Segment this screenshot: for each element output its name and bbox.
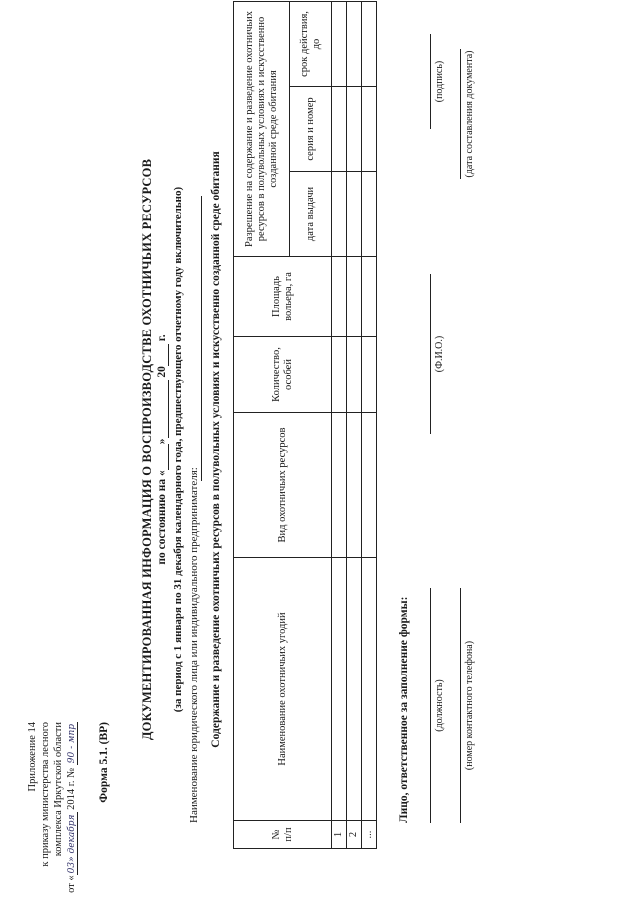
cell-count[interactable] xyxy=(347,337,362,413)
row-number: ... xyxy=(362,821,377,849)
number-handwritten: 90 - мпр xyxy=(67,724,77,764)
fio-caption: (Ф.И.О.) xyxy=(434,335,445,373)
doc-date-caption: (дата составления документа) xyxy=(464,50,475,178)
position-blank xyxy=(430,588,431,823)
as-of-year: 20 xyxy=(156,366,168,378)
col-header-series-number: серия и номер xyxy=(290,87,332,172)
form-label: Форма 5.1. (ВР) xyxy=(98,722,110,803)
col-header-count: Количество, особей xyxy=(234,337,332,413)
cell-area[interactable] xyxy=(347,257,362,337)
cell-species[interactable] xyxy=(332,413,347,558)
as-of-line xyxy=(156,0,169,899)
cell-issue-date[interactable] xyxy=(347,172,362,257)
table-row xyxy=(347,1,362,848)
col-header-issue-date: дата выдачи xyxy=(290,172,332,257)
year-number: 2014 г. № xyxy=(66,767,77,810)
col-header-land: Наименование охотничьих угодий xyxy=(234,558,332,821)
signature-blank xyxy=(430,34,431,129)
period-note: (за период с 1 января по 31 декабря календарного года, предшествующего отчетному году включительно) xyxy=(172,186,184,713)
cell-valid-until[interactable] xyxy=(347,1,362,86)
cell-count[interactable] xyxy=(362,337,377,413)
col-header-valid-until: срок действия, до xyxy=(290,1,332,86)
cell-valid-until[interactable] xyxy=(362,1,377,86)
cell-area[interactable] xyxy=(362,257,377,337)
doc-date-blank xyxy=(460,49,461,179)
col-header-species: Вид охотничьих ресурсов xyxy=(234,413,332,558)
row-number: 1 xyxy=(332,821,347,849)
col-header-permit: Разрешение на содержание и разведение охотничьих ресурсов в полувольных условиях и искусственно созданной среде обитания xyxy=(234,1,290,256)
cell-issue-date[interactable] xyxy=(332,172,347,257)
cell-valid-until[interactable] xyxy=(332,1,347,86)
cell-land[interactable] xyxy=(332,558,347,821)
as-of-year-blank xyxy=(156,344,169,366)
appendix-line-1: Приложение 14 xyxy=(27,722,38,792)
cell-land[interactable] xyxy=(362,558,377,821)
cell-land[interactable] xyxy=(347,558,362,821)
phone-blank xyxy=(460,588,461,823)
as-of-day-blank xyxy=(156,444,169,470)
row-number: 2 xyxy=(347,821,362,849)
appendix-line-2: к приказу министерства лесного xyxy=(40,722,51,867)
position-caption: (должность) xyxy=(434,679,445,732)
table-row xyxy=(332,1,347,848)
as-of-suffix: г. xyxy=(156,334,168,342)
appendix-block xyxy=(26,722,79,893)
document-title: ДОКУМЕНТИРОВАННАЯ ИНФОРМАЦИЯ О ВОСПРОИЗВОДСТВЕ ОХОТНИЧЬИХ РЕСУРСОВ xyxy=(140,158,154,741)
col-header-area: Площадь вольера, га xyxy=(234,257,332,337)
as-of-quote: » xyxy=(156,438,168,445)
cell-count[interactable] xyxy=(332,337,347,413)
phone-caption: (номер контактного телефона) xyxy=(464,640,475,771)
signature-caption: (подпись) xyxy=(434,60,445,103)
org-name-blank xyxy=(201,196,202,481)
as-of-prefix: по состоянию на « xyxy=(156,470,168,565)
appendix-date-line xyxy=(65,722,79,893)
col-header-number: № п/п xyxy=(234,821,332,849)
fio-blank xyxy=(430,274,431,434)
cell-issue-date[interactable] xyxy=(362,172,377,257)
cell-series-number[interactable] xyxy=(347,87,362,172)
cell-species[interactable] xyxy=(362,413,377,558)
appendix-line-3: комплекса Иркутской области xyxy=(53,722,64,857)
reproduction-table xyxy=(233,1,377,849)
cell-species[interactable] xyxy=(347,413,362,558)
cell-series-number[interactable] xyxy=(362,87,377,172)
cell-area[interactable] xyxy=(332,257,347,337)
cell-series-number[interactable] xyxy=(332,87,347,172)
org-label: Наименование юридического лица или индивидуального предпринимателя: xyxy=(188,467,200,823)
as-of-month-blank xyxy=(156,380,169,438)
date-handwritten: 03» декабря xyxy=(67,814,77,874)
section-title: Содержание и разведение охотничьих ресурсов в полувольных условиях и искусственно созданной среде обитания xyxy=(210,151,222,748)
responsible-title: Лицо, ответственное за заполнение формы: xyxy=(398,596,410,823)
date-prefix: от « xyxy=(66,875,77,893)
table-row xyxy=(362,1,377,848)
